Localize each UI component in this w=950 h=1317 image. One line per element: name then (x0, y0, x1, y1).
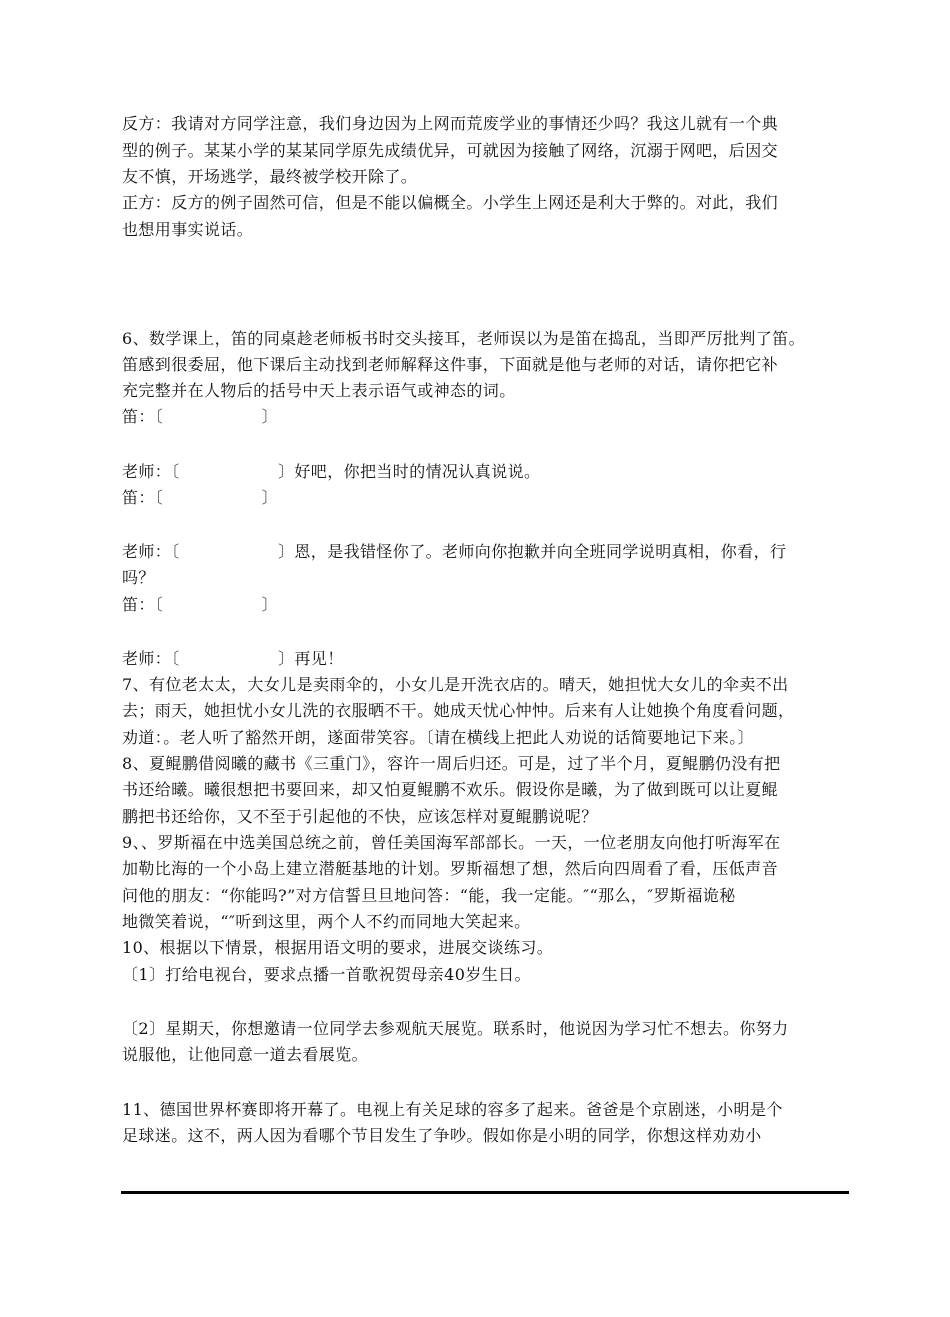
question-8-line-1: 8、夏鲲鹏借阅曦的藏书《三重门》，容许一周后归还。可是，过了半个月，夏鲲鹏仍没有把 (122, 754, 781, 773)
question-10-item-2-line-1: 〔2〕星期天，你想邀请一位同学去参观航天展览。联系时，他说因为学习忙不想去。你努力 (122, 1019, 789, 1038)
dialogue-student-1: 笛：〔 〕 (122, 407, 279, 426)
question-8-line-3: 鹏把书还给你，又不至于引起他的不快，应该怎样对夏鲲鹏说呢？ (122, 807, 598, 826)
question-8-line-2: 书还给曦。曦很想把书要回来，却又怕夏鲲鹏不欢乐。假设你是曦，为了做到既可以让夏鲲 (122, 780, 779, 799)
question-7-line-3: 劝道：。老人听了豁然开朗，遂面带笑容。〔请在横线上把此人劝说的话简要地记下来。〕 (122, 728, 755, 747)
question-11-line-1: 11、德国世界杯赛即将开幕了。电视上有关足球的容多了起来。爸爸是个京剧迷，小明是个 (122, 1100, 783, 1119)
debate-pro-line-1: 正方：反方的例子固然可信，但是不能以偏概全。小学生上网还是利大于弊的。对此，我们 (122, 193, 779, 212)
dialogue-teacher-1: 老师：〔 〕好吧，你把当时的情况认真说说。 (122, 462, 541, 481)
question-10-item-1: 〔1〕打给电视台，要求点播一首歌祝贺母亲40岁生日。 (122, 965, 531, 984)
debate-con-line-2: 型的例子。某某小学的某某同学原先成绩优异，可就因为接触了网络，沉溺于网吧，后因交 (122, 141, 779, 160)
dialogue-student-2: 笛：〔 〕 (122, 488, 279, 507)
question-9-line-4: 地微笑着说，“″听到这里，两个人不约而同地大笑起来。 (122, 912, 531, 931)
dialogue-teacher-2-line-2: 吗？ (122, 568, 155, 587)
question-6-line-3: 充完整并在人物后的括号中天上表示语气或神态的词。 (122, 381, 516, 400)
debate-pro-line-2: 也想用事实说话。 (122, 220, 254, 239)
question-10-item-2-line-2: 说服他，让他同意一道去看展览。 (122, 1045, 369, 1064)
question-7-line-1: 7、有位老太太，大女儿是卖雨伞的，小女儿是开洗衣店的。晴天，她担忧大女儿的伞卖不出 (122, 675, 789, 694)
question-9-line-1: 9、、罗斯福在中选美国总统之前，曾任美国海军部部长。一天，一位老朋友向他打听海军在 (122, 833, 781, 852)
question-10-line-1: 10、根据以下情景，根据用语文明的要求，进展交谈练习。 (122, 938, 554, 957)
dialogue-teacher-3: 老师：〔 〕再见！ (122, 649, 344, 668)
question-6-line-2: 笛感到很委屈，他下课后主动找到老师解释这件事，下面就是他与老师的对话，请你把它补 (122, 355, 779, 374)
question-9-line-2: 加勒比海的一个小岛上建立潜艇基地的计划。罗斯福想了想，然后向四周看了看，压低声音 (122, 859, 779, 878)
question-6-line-1: 6、数学课上，笛的同桌趁老师板书时交头接耳，老师误以为是笛在捣乱，当即严厉批判了笛。 (122, 329, 805, 348)
question-7-line-2: 去；雨天，她担忧小女儿洗的衣服晒不干。她成天忧心忡忡。后来有人让她换个角度看问题， (122, 701, 795, 720)
question-11-line-2: 足球迷。这不，两人因为看哪个节目发生了争吵。假如你是小明的同学，你想这样劝劝小 (122, 1126, 762, 1145)
footer-divider (121, 1191, 849, 1194)
debate-con-line-1: 反方：我请对方同学注意，我们身边因为上网而荒废学业的事情还少吗？我这儿就有一个典 (122, 114, 779, 133)
dialogue-student-3: 笛：〔 〕 (122, 595, 279, 614)
dialogue-teacher-2-line-1: 老师：〔 〕恩，是我错怪你了。老师向你抱歉并向全班同学说明真相，你看，行 (122, 542, 787, 561)
debate-con-line-3: 友不慎，开场逃学，最终被学校开除了。 (122, 167, 418, 186)
question-9-line-3: 问他的朋友：“你能吗?”对方信誓旦旦地问答：“能，我一定能。″“那么，″罗斯福诡秘 (122, 886, 736, 905)
